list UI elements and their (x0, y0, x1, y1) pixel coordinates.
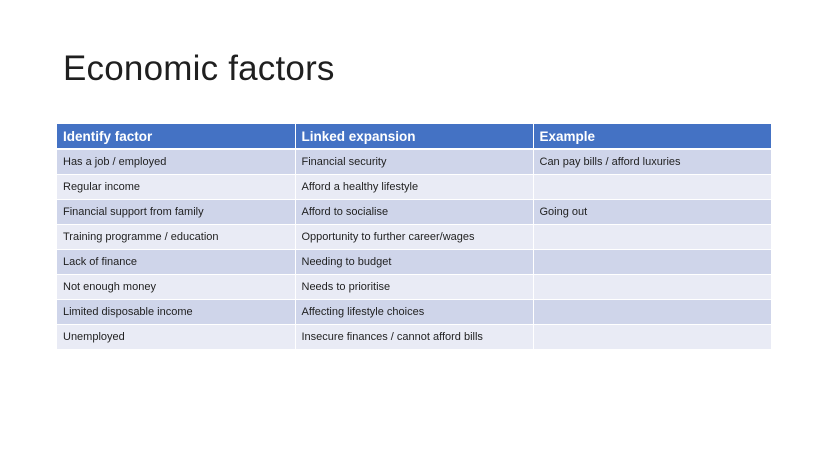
header-identify-factor: Identify factor (57, 124, 295, 149)
table-row (57, 325, 771, 350)
cell-expansion: Opportunity to further career/wages (295, 225, 533, 250)
cell-expansion: Needing to budget (295, 250, 533, 275)
header-example: Example (533, 124, 771, 149)
table-row (57, 300, 771, 325)
cell-expansion: Afford to socialise (295, 200, 533, 225)
cell-factor: Regular income (57, 175, 295, 200)
table-row (57, 275, 771, 300)
cell-expansion: Financial security (295, 149, 533, 175)
table-row (57, 200, 771, 225)
cell-expansion: Affecting lifestyle choices (295, 300, 533, 325)
cell-factor: Unemployed (57, 325, 295, 350)
cell-factor: Lack of finance (57, 250, 295, 275)
economic-factors-table (57, 124, 771, 350)
cell-expansion: Insecure finances / cannot afford bills (295, 325, 533, 350)
table-row (57, 225, 771, 250)
cell-example (533, 275, 771, 300)
cell-example: Going out (533, 200, 771, 225)
cell-factor: Has a job / employed (57, 149, 295, 175)
slide-title: Economic factors (63, 49, 335, 88)
cell-factor: Not enough money (57, 275, 295, 300)
cell-example (533, 300, 771, 325)
cell-example (533, 225, 771, 250)
cell-example: Can pay bills / afford luxuries (533, 149, 771, 175)
cell-example (533, 325, 771, 350)
cell-example (533, 250, 771, 275)
cell-factor: Limited disposable income (57, 300, 295, 325)
cell-example (533, 175, 771, 200)
cell-factor: Training programme / education (57, 225, 295, 250)
table-header-row (57, 124, 771, 149)
table-row (57, 149, 771, 175)
cell-expansion: Needs to prioritise (295, 275, 533, 300)
header-linked-expansion: Linked expansion (295, 124, 533, 149)
cell-factor: Financial support from family (57, 200, 295, 225)
table-row (57, 250, 771, 275)
cell-expansion: Afford a healthy lifestyle (295, 175, 533, 200)
table-row (57, 175, 771, 200)
